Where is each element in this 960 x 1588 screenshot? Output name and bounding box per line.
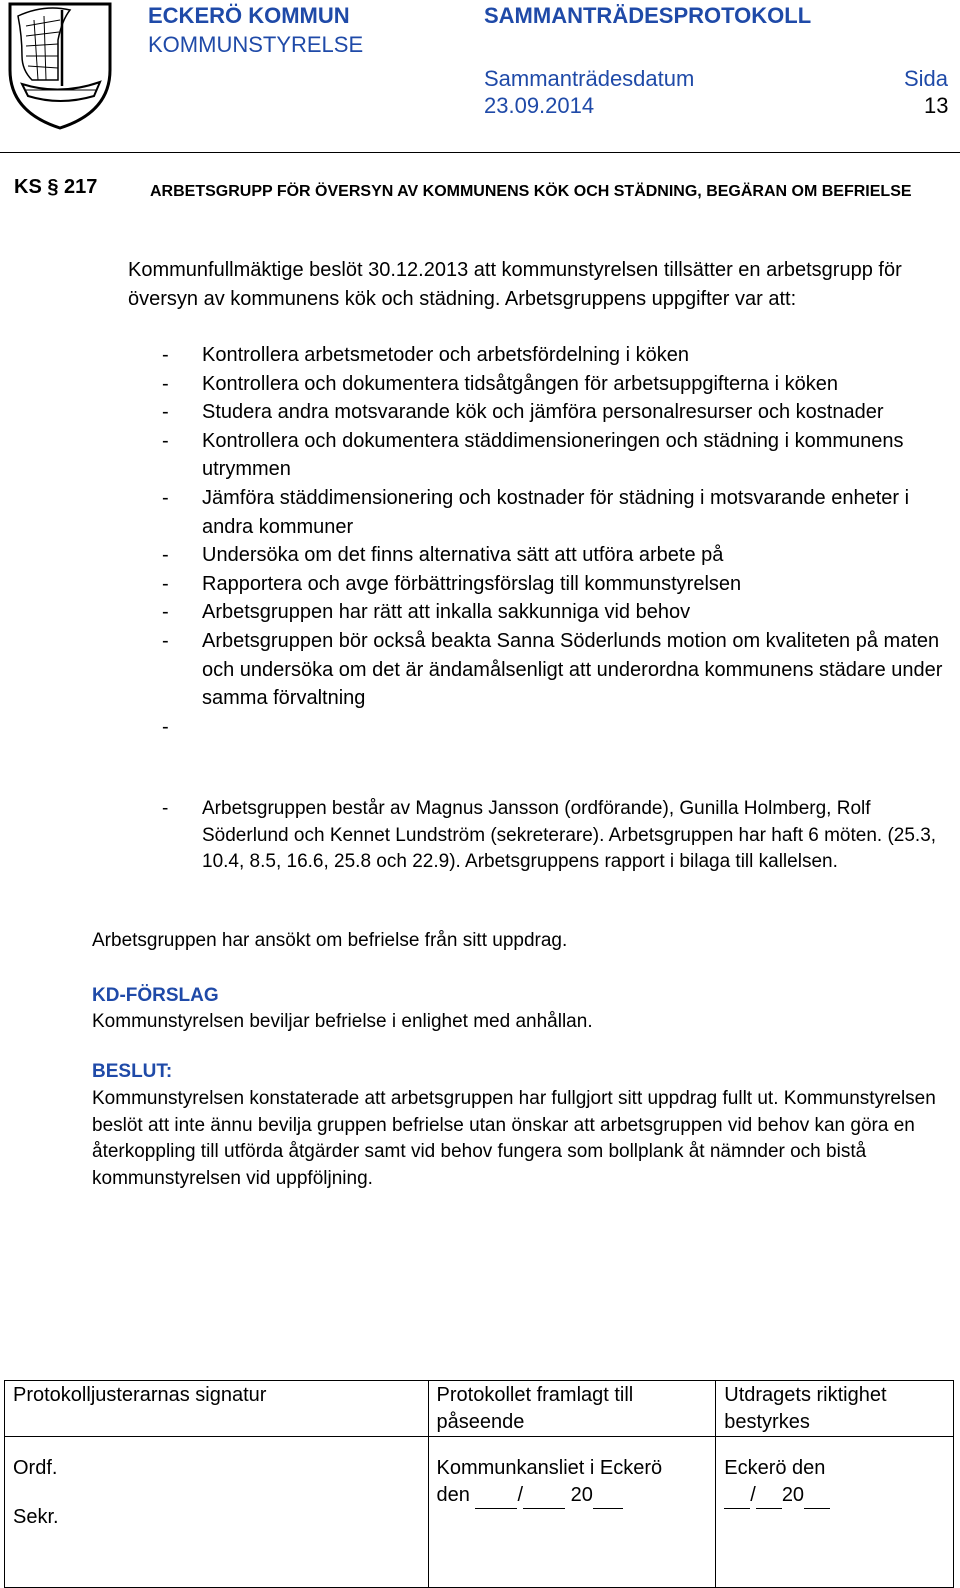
month-blank[interactable] bbox=[756, 1488, 782, 1509]
list-item bbox=[150, 398, 950, 427]
signature-column-header: Protokolljusterarnas signatur bbox=[5, 1381, 429, 1437]
posted-date-prefix: den bbox=[436, 1484, 470, 1506]
list-dash: - bbox=[162, 715, 169, 738]
list-dash: - bbox=[162, 572, 169, 595]
task-text: Arbetsgruppen har rätt att inkalla sakkunniga vid behov bbox=[202, 601, 691, 624]
working-group-members bbox=[150, 796, 950, 876]
posted-column-header: Protokollet framlagt till påseende bbox=[428, 1381, 716, 1437]
task-text: Kontrollera arbetsmetoder och arbetsfördelning i köken bbox=[202, 344, 689, 366]
year-blank[interactable] bbox=[804, 1488, 830, 1509]
proposal-heading: KD-FÖRSLAG bbox=[92, 985, 219, 1006]
year-blank[interactable] bbox=[593, 1488, 623, 1509]
decision-heading: BESLUT: bbox=[92, 1061, 173, 1082]
list-item bbox=[150, 427, 950, 484]
day-blank[interactable] bbox=[475, 1488, 517, 1509]
meeting-date-label: Sammanträdesdatum bbox=[484, 66, 695, 91]
list-dash: - bbox=[162, 372, 169, 395]
task-text: Kontrollera och dokumentera städdimensioneringen och städning i kommunens utrymmen bbox=[202, 429, 904, 481]
certified-column-header: Utdragets riktighet bestyrkes bbox=[716, 1381, 954, 1437]
year-prefix: 20 bbox=[570, 1484, 593, 1506]
page-number: 13 bbox=[924, 93, 949, 118]
signature-footer-table bbox=[4, 1380, 954, 1588]
month-blank[interactable] bbox=[523, 1488, 565, 1509]
certified-location: Eckerö den bbox=[724, 1457, 826, 1479]
list-item bbox=[150, 570, 950, 599]
application-paragraph: Arbetsgruppen har ansökt om befrielse från sitt uppdrag. bbox=[92, 930, 568, 951]
list-dash: - bbox=[162, 486, 169, 509]
posted-location: Kommunkansliet i Eckerö bbox=[436, 1457, 663, 1479]
list-dash: - bbox=[162, 798, 169, 819]
task-text: Arbetsgruppen bör också beakta Sanna Söderlunds motion om kvaliteten på maten och undersöka om det är ändamålsenligt att underordna kommunens städare under samma förvaltning bbox=[202, 629, 943, 710]
proposal-text: Kommunstyrelsen beviljar befrielse i enlighet med anhållan. bbox=[92, 1011, 593, 1032]
list-dash: - bbox=[162, 344, 169, 366]
task-text: Undersöka om det finns alternativa sätt att utföra arbete på bbox=[202, 544, 724, 567]
date-separator: / bbox=[517, 1484, 524, 1506]
year-prefix: 20 bbox=[781, 1484, 805, 1506]
list-item bbox=[150, 541, 950, 570]
date-separator: / bbox=[750, 1484, 756, 1506]
list-dash: - bbox=[162, 429, 169, 452]
page-label: Sida bbox=[904, 66, 949, 91]
certified-cell bbox=[716, 1437, 954, 1588]
chair-label: Ordf. bbox=[13, 1457, 58, 1479]
organization-name: ECKERÖ KOMMUN bbox=[148, 3, 350, 28]
task-text bbox=[202, 716, 208, 738]
list-dash: - bbox=[162, 601, 169, 624]
list-item bbox=[150, 627, 950, 713]
day-blank[interactable] bbox=[724, 1488, 750, 1509]
signature-cell bbox=[5, 1437, 429, 1588]
task-text: Jämföra städdimensionering och kostnader för städning i motsvarande enheter i andra kommuner bbox=[202, 486, 910, 538]
list-item bbox=[150, 370, 950, 399]
list-item bbox=[150, 341, 950, 370]
list-dash: - bbox=[162, 401, 169, 424]
municipal-coat-of-arms-logo bbox=[4, 0, 116, 132]
header-divider bbox=[0, 152, 960, 153]
meeting-date: 23.09.2014 bbox=[484, 93, 595, 118]
posted-cell bbox=[428, 1437, 716, 1588]
list-item bbox=[150, 713, 950, 742]
case-number: KS § 217 bbox=[14, 176, 98, 198]
task-text: Studera andra motsvarande kök och jämföra personalresurser och kostnader bbox=[202, 401, 884, 424]
members-text: Arbetsgruppen består av Magnus Jansson (ordförande), Gunilla Holmberg, Rolf Söderlund och Kennet Lundström (sekreterare). Arbetsgruppen har haft 6 möten. (25.3, 10.4, 8.5, 16.6, 25.8 och 22.9). Arbetsgruppens rapport i bilaga till kallelsen. bbox=[202, 798, 937, 872]
case-title: ARBETSGRUPP FÖR ÖVERSYN AV KOMMUNENS KÖK OCH STÄDNING, BEGÄRAN OM BEFRIELSE bbox=[150, 183, 912, 200]
task-text: Kontrollera och dokumentera tidsåtgången för arbetsuppgifterna i köken bbox=[202, 372, 838, 395]
decision-text: Kommunstyrelsen konstaterade att arbetsgruppen har fullgjort sitt uppdrag fullt ut. Kommunstyrelsen beslöt att inte ännu bevilja gruppen befrielse utan önskar att arbetsgruppen vid behov kan göra en återkoppling till utförda åtgärder samt vid behov fungera som bollplank åt nämnder och bistå kommunstyrelsen vid uppföljning. bbox=[92, 1088, 936, 1189]
secretary-label: Sekr. bbox=[13, 1506, 59, 1528]
intro-paragraph: Kommunfullmäktige beslöt 30.12.2013 att kommunstyrelsen tillsätter en arbetsgrupp för översyn av kommunens kök och städning. Arbetsgruppens uppgifter var att: bbox=[128, 259, 902, 310]
task-list bbox=[150, 341, 950, 741]
unit-name: KOMMUNSTYRELSE bbox=[148, 32, 364, 57]
task-text: Rapportera och avge förbättringsförslag till kommunstyrelsen bbox=[202, 572, 742, 595]
list-item bbox=[150, 484, 950, 541]
list-dash: - bbox=[162, 629, 169, 652]
list-item bbox=[150, 598, 950, 627]
document-type: SAMMANTRÄDESPROTOKOLL bbox=[484, 3, 812, 28]
list-dash: - bbox=[162, 544, 169, 567]
